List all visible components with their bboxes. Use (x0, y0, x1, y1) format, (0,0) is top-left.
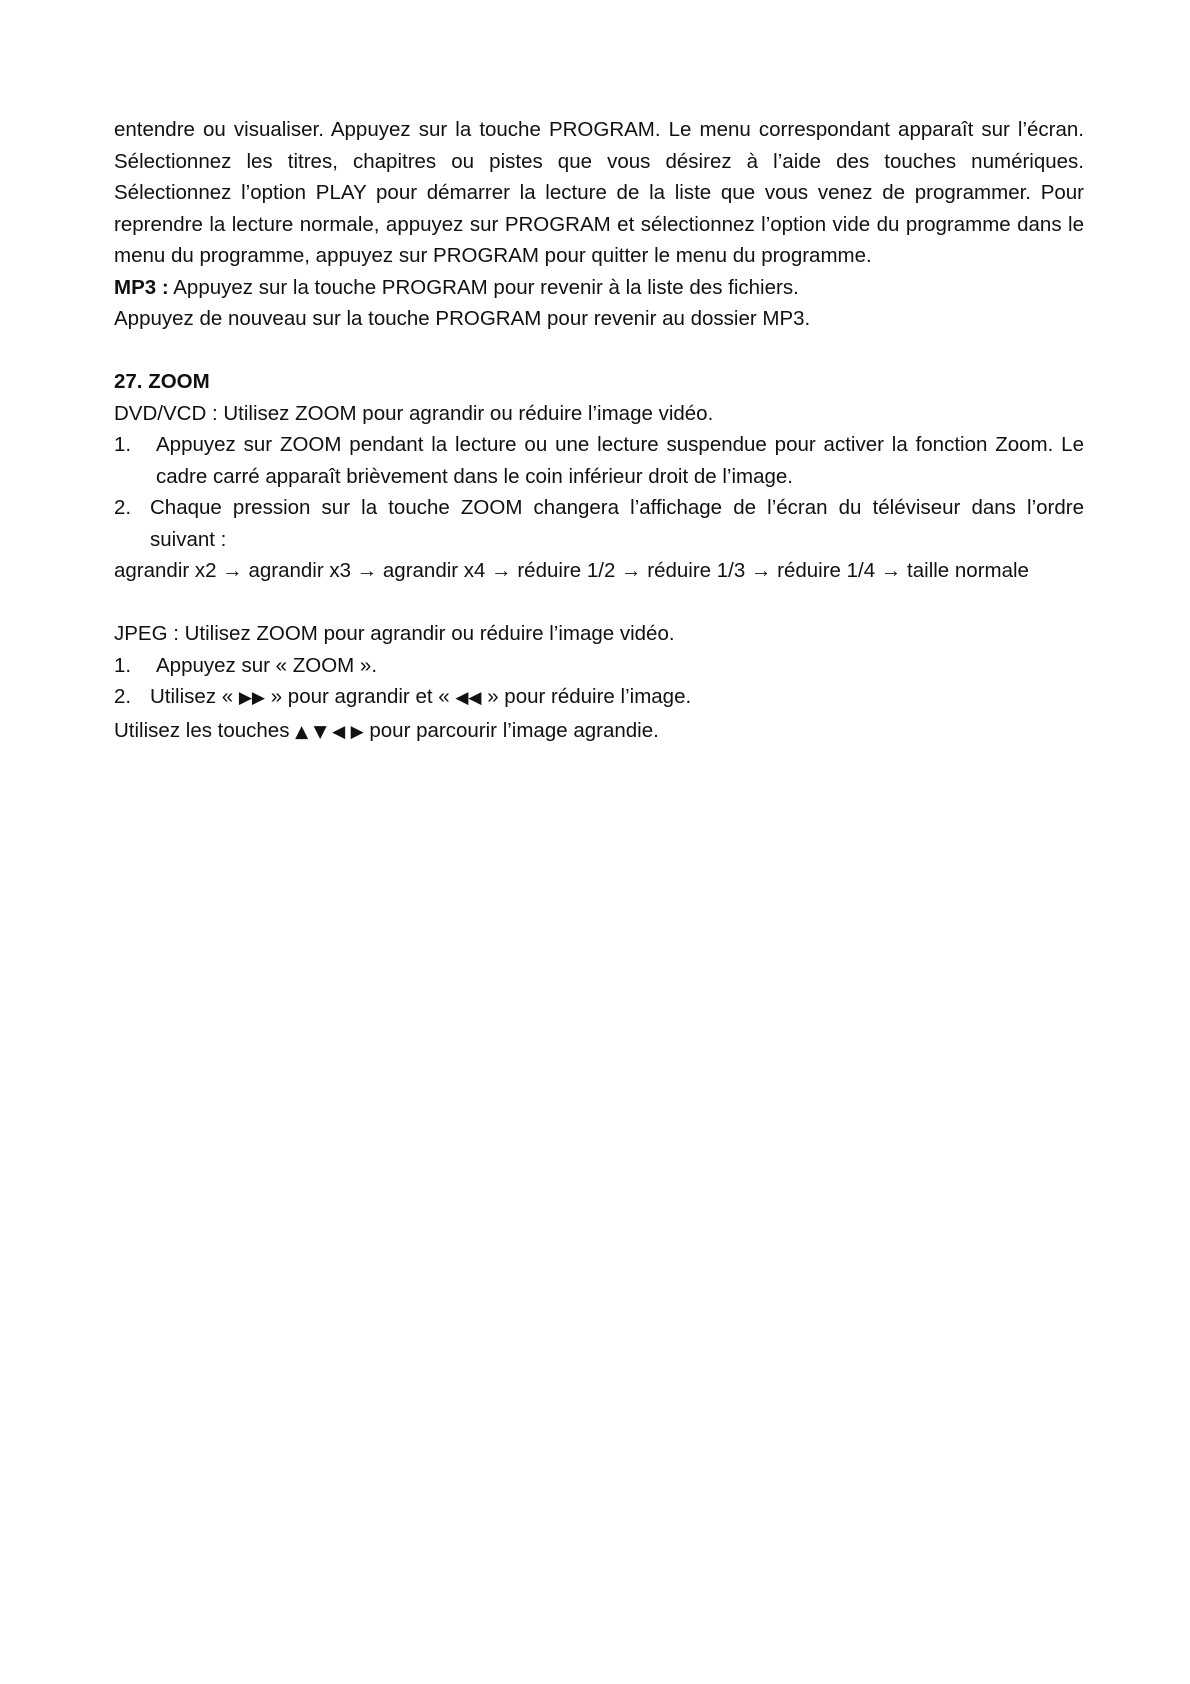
section-heading: 27. ZOOM (114, 370, 210, 393)
zoom-sequence: agrandir x2 → agrandir x3 → agrandir x4 → réduire 1/2 → réduire 1/3 → réduire 1/4 → taille normale (114, 559, 1029, 582)
step-number: 2. (114, 496, 132, 519)
mp3-text: Appuyez sur la touche PROGRAM pour revenir à la liste des fichiers. (168, 275, 799, 299)
step-text: Appuyez sur ZOOM pendant la lecture ou une lecture suspendue pour activer la fonction Zoom. Le cadre carré apparaît brièvement dans le coin inférieur droit de l’image. (156, 433, 1084, 488)
dvd-step-1 (114, 429, 1084, 492)
nav-text: pour parcourir l’image agrandie. (363, 718, 659, 742)
dvd-step-2 (114, 492, 1084, 555)
spacer (114, 335, 1084, 367)
program-paragraph: entendre ou visualiser. Appuyez sur la touche PROGRAM. Le menu correspondant apparaît sur l’écran. Sélectionnez les titres, chapitres ou pistes que vous désirez à l’aide des touches numériques. Sélectionnez l’option PLAY pour démarrer la lecture de la liste que vous venez de programmer. Pour reprendre la lecture normale, appuyez sur PROGRAM et sélectionnez l’option vide du programme dans le menu du programme, appuyez sur PROGRAM pour quitter le menu du programme. (114, 118, 1084, 267)
arrow-keys-icon: ▲ ▼ ◀ ▶ (295, 721, 364, 742)
step-text-part: » pour agrandir et « (265, 685, 456, 708)
step-text-part: Utilisez « (150, 685, 239, 708)
rewind-icon: ◀◀ (455, 688, 482, 708)
manual-page (114, 114, 1084, 748)
jpeg-step-2 (114, 681, 1084, 715)
step-number: 1. (114, 653, 132, 677)
navigation-line (114, 715, 1084, 749)
dvd-vcd-intro: DVD/VCD : Utilisez ZOOM pour agrandir ou réduire l’image vidéo. (114, 401, 714, 425)
mp3-label: MP3 : (114, 275, 169, 299)
fast-forward-icon: ▶▶ (238, 688, 266, 708)
mp3-line (114, 272, 1084, 304)
step-text (150, 681, 1084, 715)
step-number: 1. (114, 433, 132, 456)
mp3-line-2: Appuyez de nouveau sur la touche PROGRAM pour revenir au dossier MP3. (114, 307, 811, 330)
step-number: 2. (114, 685, 132, 708)
jpeg-intro: JPEG : Utilisez ZOOM pour agrandir ou réduire l’image vidéo. (114, 622, 675, 645)
nav-text: Utilisez les touches (114, 718, 296, 742)
step-text-part: » pour réduire l’image. (481, 685, 692, 708)
step-text: Appuyez sur « ZOOM ». (156, 653, 378, 677)
spacer (114, 587, 1084, 619)
jpeg-step-1 (114, 650, 1084, 682)
step-text: Chaque pression sur la touche ZOOM changera l’affichage de l’écran du téléviseur dans l’ordre suivant : (150, 496, 1084, 551)
